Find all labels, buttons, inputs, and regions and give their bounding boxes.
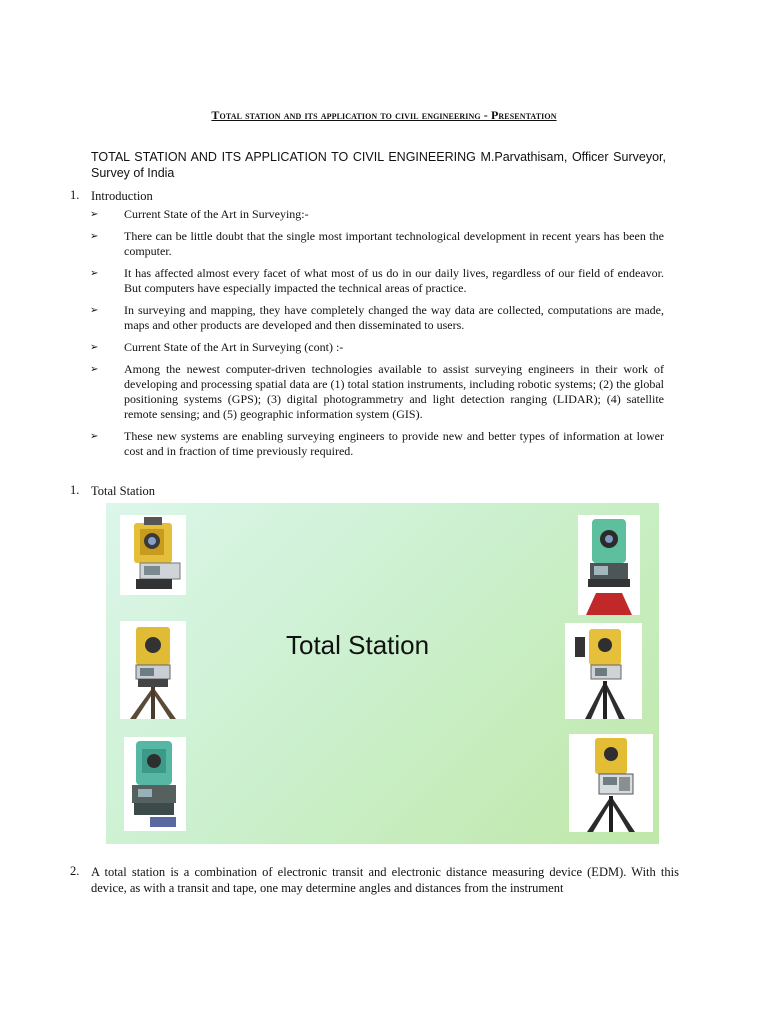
total-station-icon [569, 734, 653, 832]
arrowhead-icon: ➢ [90, 231, 99, 242]
list-item-text: These new systems are enabling surveying engineers to provide new and better types of information at lower cost and in fraction of time previously required. [124, 429, 664, 458]
intro-paragraph: TOTAL STATION AND ITS APPLICATION TO CIVIL ENGINEERING M.Parvathisam, Officer Surveyor, Survey of India [91, 150, 666, 180]
section-heading-introduction: Introduction [91, 189, 153, 203]
arrowhead-icon: ➢ [90, 431, 99, 442]
list-item-text: Among the newest computer-driven technologies available to assist surveying engineers in their work of developing and processing spatial data are (1) total station instruments, including robotic systems; (2) the global positioning systems (GPS); (3) digital photogrammetry and light detection ranging (LIDAR); (4) satellite remote sensing; and (5) geographic information system (GIS). [124, 362, 664, 421]
list-item-text: There can be little doubt that the single most important technological development in recent years has been the computer. [124, 229, 664, 258]
list-item-text: Current State of the Art in Surveying (cont) :- [124, 340, 344, 354]
total-station-icon [120, 621, 186, 719]
paragraph-number: 2. [70, 864, 80, 878]
list-item-text: Current State of the Art in Surveying:- [124, 207, 309, 221]
document-title: Total station and its application to civil engineering - Presentation [211, 108, 557, 122]
list-item-text: It has affected almost every facet of what most of us do in our daily lives, regardless of our field of endeavor. But computers have especially impacted the technical areas of practice. [124, 266, 664, 295]
list-item [88, 266, 664, 296]
total-station-icon [578, 515, 640, 615]
arrowhead-icon: ➢ [90, 364, 99, 375]
list-item [88, 362, 664, 422]
list-item [88, 207, 664, 222]
total-station-icon [565, 623, 642, 719]
arrowhead-icon: ➢ [90, 268, 99, 279]
list-item [88, 340, 664, 355]
section-heading-total-station: Total Station [91, 484, 156, 498]
bullet-list [88, 207, 664, 466]
total-station-slide-image [106, 503, 659, 844]
list-item [88, 429, 664, 459]
section-number: 1. [70, 188, 80, 202]
total-station-definition-paragraph: A total station is a combination of electronic transit and electronic distance measuring device (EDM). With this device, as with a transit and tape, one may determine angles and distances from the instrument [91, 865, 679, 895]
slide-title: Total Station [286, 630, 430, 660]
total-station-icon [120, 515, 186, 595]
list-item-text: In surveying and mapping, they have completely changed the way data are collected, computations are made, maps and other products are developed and then disseminated to users. [124, 303, 664, 332]
section-number: 1. [70, 483, 80, 497]
arrowhead-icon: ➢ [90, 209, 99, 220]
arrowhead-icon: ➢ [90, 305, 99, 316]
total-station-icon [124, 737, 186, 831]
arrowhead-icon: ➢ [90, 342, 99, 353]
list-item [88, 303, 664, 333]
list-item [88, 229, 664, 259]
